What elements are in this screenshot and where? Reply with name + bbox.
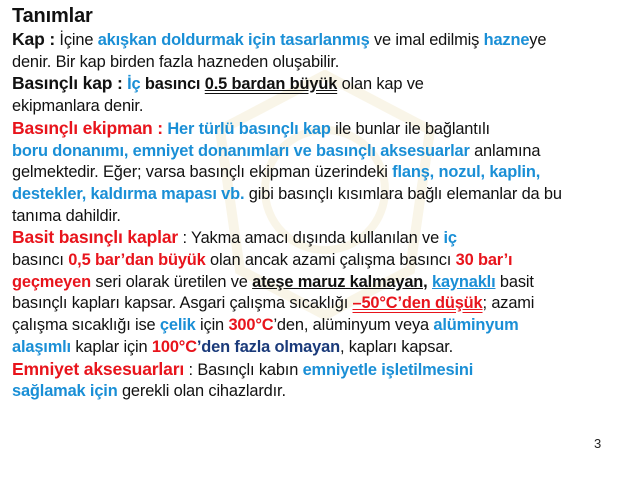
- slide-content: [12, 4, 628, 403]
- slide-title: Tanımlar: [12, 5, 93, 27]
- emniyet-aksesuarlari-definition: Emniyet aksesuarları : Basınçlı kabın emniyetle işletilmesini sağlamak için gerekli olan cihazlardır.: [12, 358, 474, 401]
- basincli-kap-definition: Basınçlı kap : İç basıncı 0.5 bardan büyük olan kap ve ekipmanlara denir.: [12, 73, 424, 116]
- emniyet-aksesuarlari-term: Emniyet aksesuarları: [12, 358, 185, 379]
- page-number: 3: [594, 436, 602, 451]
- basincli-kap-term: Basınçlı kap :: [12, 73, 123, 94]
- basit-basincli-kaplar-definition: Basit basınçlı kaplar : Yakma amacı dışında kullanılan ve iç basıncı 0,5 bar’dan büyük olan ancak azami çalışma basıncı 30 bar’ı geçmeyen seri olarak üretilen ve ateşe maruz kalmayan, kaynaklı basit basınçlı kapları kapsar. Asgari çalışma sıcaklığı –50°C’den düşük; azami çalışma sıcaklığı ise çelik için 300°C’den, alüminyum veya alüminyum alaşımlı kaplar için 100°C’den fazla olmayan, kapları kapsar.: [12, 227, 535, 356]
- kap-definition: Kap : İçine akışkan doldurmak için tasarlanmış ve imal edilmiş hazneye denir. Bir kap birden fazla hazneden oluşabilir.: [12, 29, 547, 71]
- basincli-ekipman-term: Basınçlı ekipman :: [12, 117, 163, 138]
- kap-term: Kap :: [12, 29, 56, 49]
- basit-basincli-kaplar-term: Basit basınçlı kaplar: [12, 227, 179, 248]
- basincli-ekipman-definition: Basınçlı ekipman : Her türlü basınçlı kap ile bunlar ile bağlantılı boru donanımı, emniyet donanımları ve basınçlı aksesuarlar anlamına gelmektedir. Eğer; varsa basınçlı ekipman üzerindeki flanş, nozul, kaplin, destekler, kaldırma mapası vb. gibi basınçlı kısımlara bağlı elemanlar da bu tanıma dahildir.: [12, 117, 562, 225]
